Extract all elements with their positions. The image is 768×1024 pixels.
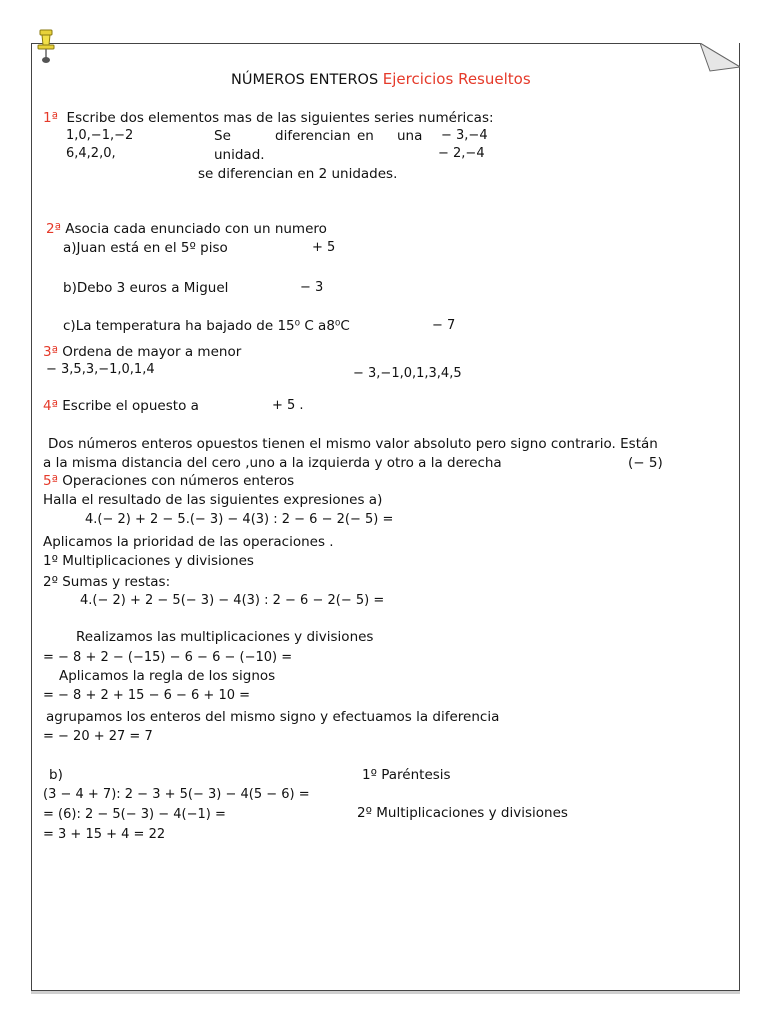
order-series: − 3,5,3,−1,0,1,4 (46, 362, 155, 377)
series-1-explanation-word4: una (397, 128, 423, 144)
exercise-2-heading: 2ª Asocia cada enunciado con un numero (46, 221, 327, 237)
statement-b-value: − 3 (300, 280, 324, 295)
series-1-explanation-word2: diferencian (275, 128, 351, 144)
priority-note: Aplicamos la prioridad de las operaciones . (43, 534, 334, 550)
step-1: 1º Multiplicaciones y divisiones (43, 553, 254, 569)
series-2-answer: − 2,−4 (438, 146, 485, 161)
expression-a-repeat: 4.(− 2) + 2 − 5(− 3) − 4(3) : 2 − 6 − 2(− 5) = (80, 593, 385, 608)
expression-b: (3 − 4 + 7): 2 − 3 + 5(− 3) − 4(5 − 6) = (43, 787, 310, 802)
pushpin-icon (35, 29, 57, 65)
page-title: NÚMEROS ENTEROS Ejercicios Resueltos (231, 70, 531, 88)
page-fold-icon (700, 43, 740, 75)
exercise-1-heading: 1ª Escribe dos elementos mas de las siguientes series numéricas: (43, 110, 494, 126)
multiplication-note: Realizamos las multiplicaciones y divisiones (76, 629, 374, 645)
series-1: 1,0,−1,−2 (66, 128, 134, 143)
statement-a-value: + 5 (312, 240, 336, 255)
exercise-3-heading: 3ª Ordena de mayor a menor (43, 344, 242, 360)
signs-note: Aplicamos la regla de los signos (59, 668, 276, 684)
statement-c-value: − 7 (432, 318, 456, 333)
result-final-a: = − 20 + 27 = 7 (43, 729, 153, 744)
statement-c: c)La temperatura ha bajado de 15⁰ C a8⁰C (63, 318, 350, 334)
result-final-b: = 3 + 15 + 4 = 22 (43, 827, 166, 842)
statement-b: b)Debo 3 euros a Miguel (63, 280, 229, 296)
exercise-5-instruction: Halla el resultado de las siguientes expresiones a) (43, 492, 383, 508)
result-step-1: = − 8 + 2 − (−15) − 6 − 6 − (−10) = (43, 650, 293, 665)
exercise-5-heading: 5ª Operaciones con números enteros (43, 473, 295, 489)
series-2: 6,4,2,0, (66, 146, 116, 161)
result-b-step-1: = (6): 2 − 5(− 3) − 4(−1) = (43, 807, 226, 822)
series-1-explanation-word1: Se (214, 128, 231, 144)
opposite-explanation-1: Dos números enteros opuestos tienen el mismo valor absoluto pero signo contrario. Están (48, 436, 658, 452)
statement-a: a)Juan está en el 5º piso (63, 240, 228, 256)
opposite-explanation-2: a la misma distancia del cero ,uno a la izquierda y otro a la derecha (43, 455, 502, 471)
order-answer: − 3,−1,0,1,3,4,5 (353, 366, 462, 381)
series-2-explanation: se diferencian en 2 unidades. (198, 166, 398, 182)
opposite-answer: (− 5) (628, 455, 663, 471)
expression-a: 4.(− 2) + 2 − 5.(− 3) − 4(3) : 2 − 6 − 2(− 5) = (85, 512, 394, 527)
step-2: 2º Sumas y restas: (43, 574, 171, 590)
grouping-note: agrupamos los enteros del mismo signo y efectuamos la diferencia (46, 709, 500, 725)
series-1-answer: − 3,−4 (441, 128, 488, 143)
part-b-note-1: 1º Paréntesis (362, 767, 451, 783)
part-b-label: b) (49, 767, 63, 783)
part-b-note-2: 2º Multiplicaciones y divisiones (357, 805, 568, 821)
series-1-explanation-word3: en (357, 128, 374, 144)
series-1-explanation-word5: unidad. (214, 147, 265, 163)
opposite-value: + 5 . (272, 398, 304, 413)
exercise-4-heading: 4ª Escribe el opuesto a (43, 398, 199, 414)
page-top-edge (31, 43, 701, 44)
result-step-2: = − 8 + 2 + 15 − 6 − 6 + 10 = (43, 688, 251, 703)
page-shadow (31, 991, 740, 994)
